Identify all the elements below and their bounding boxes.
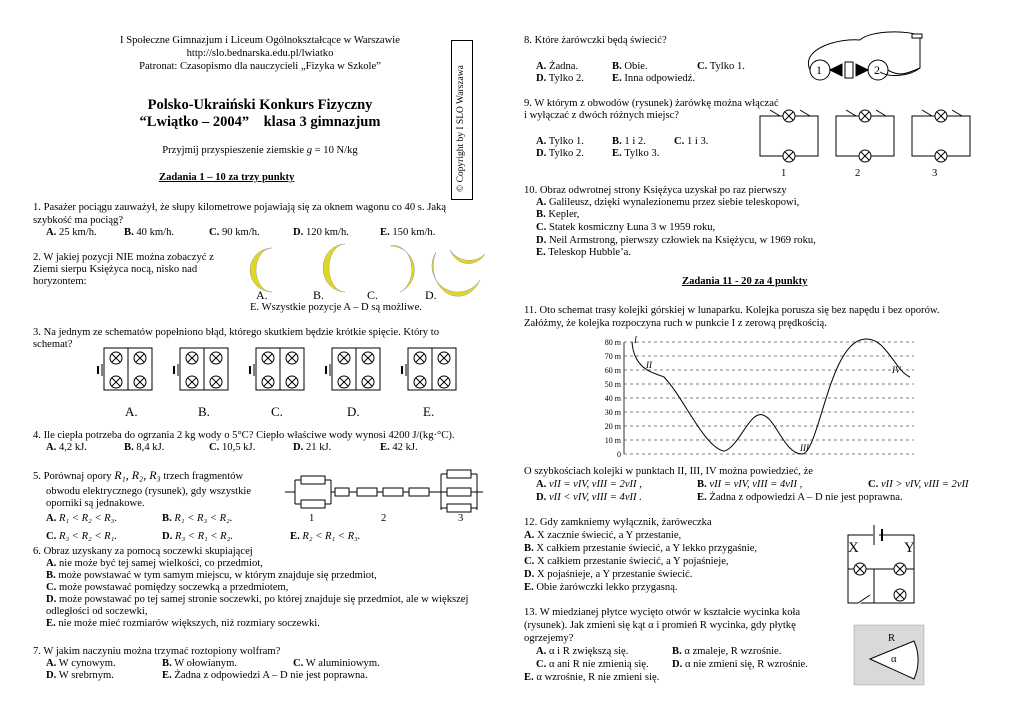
q5-d[interactable]: D. R₃ < R₁ < R₂. — [162, 531, 233, 542]
q12-c[interactable]: C. X całkiem przestanie świecić, a Y pojaśnieje, — [524, 556, 729, 567]
copyright: © Copyright by I SLO Warszawa — [456, 65, 466, 192]
q12-circuit-figure — [838, 515, 928, 610]
track-point-label: II — [646, 360, 652, 370]
q8-e[interactable]: E. Inna odpowiedź. — [612, 73, 695, 84]
crescent-a — [250, 248, 272, 292]
q9-fig-1: 1 — [781, 168, 787, 179]
q3-circuit-2 — [174, 348, 228, 390]
q12-label-y: Y — [904, 540, 915, 556]
q5-line3: oporniki są jednakowe. — [46, 498, 145, 509]
q13-e[interactable]: E. α wzrośnie, R nie zmieni się. — [524, 672, 660, 683]
header-line2: http://slo.bednarska.edu.pl/lwiatko — [186, 48, 334, 59]
q12-label-x: X — [848, 540, 859, 556]
q10-b[interactable]: B. Kepler, — [536, 209, 580, 220]
y-tick-label: 50 m — [604, 380, 621, 389]
q3-line2: schemat? — [33, 339, 73, 350]
q7-d[interactable]: D. W srebrnym. — [46, 670, 114, 681]
q2-label-d[interactable]: D. — [425, 288, 437, 302]
header-line1: I Społeczne Gimnazjum i Liceum Ogólnokształcące w Warszawie — [120, 35, 400, 46]
q3-circuits-figure — [96, 340, 476, 405]
y-tick-label: 30 m — [604, 408, 621, 417]
q9-circuit-1 — [760, 110, 818, 162]
q12-e[interactable]: E. Obie żarówczki lekko przygasną. — [524, 582, 678, 593]
q1-text: 1. Pasażer pociągu zauważył, że słupy kilometrowe pojawiają się za oknem wagonu co 40 s. Jaką szybkość ma pociąg? — [33, 202, 447, 226]
y-tick-label: 0 — [617, 450, 621, 459]
q7-e[interactable]: E. Żadna z odpowiedzi A – D nie jest poprawna. — [162, 670, 368, 681]
q6-c[interactable]: C. może powstawać pomiędzy soczewką a przedmiotem, — [46, 582, 289, 593]
q9-b[interactable]: B. 1 i 2. — [612, 136, 646, 147]
q12-a[interactable]: A. X zacznie świecić, a Y przestanie, — [524, 530, 682, 541]
q11-after: O szybkościach kolejki w punktach II, III, IV można powiedzieć, że — [524, 466, 813, 477]
q9-e[interactable]: E. Tylko 3. — [612, 148, 660, 159]
q3-label-a[interactable]: A. — [125, 404, 138, 419]
q6-d-cont: odległości od soczewki, — [46, 606, 148, 617]
q4-e[interactable]: E. 42 kJ. — [380, 442, 418, 453]
q12-d[interactable]: D. X pojaśnieje, a Y przestanie świecić. — [524, 569, 693, 580]
y-tick-label: 70 m — [604, 352, 621, 361]
q9-fig-2: 2 — [855, 168, 861, 179]
section-heading-2: Zadania 11 - 20 za 4 punkty — [682, 276, 808, 287]
q8-bulbs-figure — [800, 28, 950, 103]
q4-a[interactable]: A. 4,2 kJ. — [46, 442, 87, 453]
q6-a[interactable]: A. nie może być tej samej wielkości, co przedmiot, — [46, 558, 263, 569]
gravity-note: Przyjmij przyspieszenie ziemskie g = 10 N/kg — [162, 145, 358, 156]
q12-b[interactable]: B. X całkiem przestanie świecić, a Y lekko przygaśnie, — [524, 543, 758, 554]
q8-text: 8. Które żarówczki będą świecić? — [524, 35, 667, 46]
q8-a[interactable]: A. Żadna. — [536, 61, 579, 72]
q4-d[interactable]: D. 21 kJ. — [293, 442, 332, 453]
q13-d[interactable]: D. α nie zmieni się, R wzrośnie. — [672, 659, 808, 670]
y-tick-label: 40 m — [604, 394, 621, 403]
contest-title: Polsko-Ukraiński Konkurs Fizyczny — [147, 97, 373, 113]
q11-line2: Załóżmy, że kolejka rozpoczyna ruch w punkcie I z zerową prędkością. — [524, 318, 827, 329]
q1-c[interactable]: C. 90 km/h. — [209, 227, 260, 238]
q3-label-b[interactable]: B. — [198, 404, 210, 419]
q3-label-d[interactable]: D. — [347, 404, 360, 419]
q13-line2: (rysunek). Jak zmieni się kąt α i promień R wycinka, gdy płytkę — [524, 620, 796, 631]
q6-text: 6. Obraz uzyskany za pomocą soczewki skupiającej — [33, 546, 253, 557]
q9-fig-3: 3 — [932, 168, 938, 179]
q12-text: 12. Gdy zamkniemy wyłącznik, żaróweczka — [524, 517, 712, 528]
q13-line1: 13. W miedzianej płytce wycięto otwór w kształcie wycinka koła — [524, 607, 801, 618]
q4-c[interactable]: C. 10,5 kJ. — [209, 442, 256, 453]
q5-b[interactable]: B. R₁ < R₃ < R₂. — [162, 513, 233, 524]
q11-e[interactable]: E. Żadna z odpowiedzi A – D nie jest poprawna. — [697, 492, 903, 503]
q3-circuit-1 — [98, 348, 152, 390]
q13-line3: ogrzejemy? — [524, 633, 574, 644]
q6-e[interactable]: E. nie może mieć rozmiarów większych, niż rozmiary soczewki. — [46, 618, 320, 629]
q6-d[interactable]: D. może powstawać po tej samej stronie soczewki, po której znajduje się przedmiot, ale w większej — [46, 594, 469, 605]
contest-subtitle: “Lwiątko – 2004” klasa 3 gimnazjum — [139, 114, 381, 130]
header-line3: Patronat: Czasopismo dla nauczycieli „Fizyka w Szkole” — [139, 61, 381, 72]
q2-line1: 2. W jakiej pozycji NIE można zobaczyć z — [33, 252, 214, 263]
q1-b[interactable]: B. 40 km/h. — [124, 227, 175, 238]
q5-e[interactable]: E. R₂ < R₁ < R₃. — [290, 531, 361, 542]
q11-d[interactable]: D. vII < vIV, vIII = 4vII . — [536, 492, 642, 503]
q9-a[interactable]: A. Tylko 1. — [536, 136, 584, 147]
q9-circuits-figure — [756, 108, 976, 168]
q2-label-a[interactable]: A. — [256, 288, 268, 302]
y-tick-label: 20 m — [604, 422, 621, 431]
q5-resistor-figure — [285, 470, 485, 515]
q3-circuit-3 — [250, 348, 304, 390]
q7-text: 7. W jakim naczyniu można trzymać roztopiony wolfram? — [33, 646, 281, 657]
crescent-c — [390, 245, 414, 292]
y-tick-label: 80 m — [604, 338, 621, 347]
q10-c[interactable]: C. Statek kosmiczny Łuna 3 w 1959 roku, — [536, 222, 716, 233]
q5-line2: obwodu elektrycznego (rysunek), gdy wszystkie — [46, 486, 252, 497]
q9-c[interactable]: C. 1 i 3. — [674, 136, 709, 147]
q5-fig-1: 1 — [309, 513, 315, 524]
q1-d[interactable]: D. 120 km/h. — [293, 227, 349, 238]
q13-label-r: R — [888, 633, 896, 644]
q1-e[interactable]: E. 150 km/h. — [380, 227, 436, 238]
q5-c[interactable]: C. R₃ < R₂ < R₁. — [46, 531, 117, 542]
q5-line1: 5. Porównaj opory R₁, R₂, R₃ trzech fragmentów — [33, 468, 244, 482]
q4-text: 4. Ile ciepła potrzeba do ogrzania 2 kg wody o 5°C? Ciepło właściwe wody wynosi 4200 J/(kg·°C). — [33, 430, 455, 441]
q5-fig-3: 3 — [458, 513, 464, 524]
y-tick-label: 10 m — [604, 436, 621, 445]
q2-label-c[interactable]: C. — [367, 288, 379, 302]
q2-line2: Ziemi sierpu Księżyca nocą, nisko nad — [33, 264, 198, 275]
q2-e[interactable]: E. Wszystkie pozycje A – D są możliwe. — [250, 302, 422, 313]
q13-b[interactable]: B. α zmaleje, R wzrośnie. — [672, 646, 782, 657]
q11-a[interactable]: A. vII = vIV, vIII = 2vII , — [536, 479, 642, 490]
y-tick-label: 60 m — [604, 366, 621, 375]
q10-a[interactable]: A. Galileusz, dzięki wynalezionemu przez siebie teleskopowi, — [536, 197, 800, 208]
q7-a[interactable]: A. W cynowym. — [46, 658, 116, 669]
q7-c[interactable]: C. W aluminiowym. — [293, 658, 380, 669]
q9-d[interactable]: D. Tylko 2. — [536, 148, 584, 159]
q6-b[interactable]: B. może powstawać w tym samym miejscu, w którym znajduje się przedmiot, — [46, 570, 377, 581]
track-point-label: III — [800, 443, 809, 453]
q13-a[interactable]: A. α i R zwiększą się. — [536, 646, 629, 657]
q1-a[interactable]: A. 25 km/h. — [46, 227, 97, 238]
track-point-label: I — [634, 335, 637, 345]
q8-fig-2: 2 — [874, 63, 880, 77]
q13-c[interactable]: C. α ani R nie zmienią się. — [536, 659, 649, 670]
q13-label-alpha: α — [891, 654, 897, 665]
q11-line1: 11. Oto schemat trasy kolejki górskiej w lunaparku. Kolejka porusza się bez napędu i bez oporów. — [524, 305, 940, 316]
q11-c[interactable]: C. vII > vIV, vIII = 2vII — [868, 479, 969, 490]
q9-line2: i wyłączać z dwóch różnych miejsc? — [524, 110, 680, 121]
q4-b[interactable]: B. 8,4 kJ. — [124, 442, 165, 453]
q11-b[interactable]: B. vII = vIV, vIII = 4vII , — [697, 479, 803, 490]
q10-text: 10. Obraz odwrotnej strony Księżyca uzyskał po raz pierwszy — [524, 185, 787, 196]
q5-fig-2: 2 — [381, 513, 387, 524]
q3-label-c[interactable]: C. — [271, 404, 283, 419]
q8-fig-1: 1 — [816, 63, 822, 77]
q8-c[interactable]: C. Tylko 1. — [697, 61, 745, 72]
q2-label-b[interactable]: B. — [313, 288, 325, 302]
q3-circuit-4 — [326, 348, 380, 390]
q10-e[interactable]: E. Teleskop Hubble’a. — [536, 247, 631, 258]
roller-coaster-chart — [596, 334, 916, 464]
q7-b[interactable]: B. W ołowianym. — [162, 658, 237, 669]
q8-d[interactable]: D. Tylko 2. — [536, 73, 584, 84]
q3-line1: 3. Na jednym ze schematów popełniono błąd, którego skutkiem będzie krótkie spięcie. Który to — [33, 327, 439, 338]
q2-line3: horyzontem: — [33, 276, 87, 287]
q8-b[interactable]: B. Obie. — [612, 61, 648, 72]
crescent-b — [323, 244, 345, 292]
q9-circuit-2 — [836, 110, 894, 162]
crescent-d — [450, 250, 485, 264]
q3-circuit-5 — [402, 348, 456, 390]
q9-line1: 9. W którym z obwodów (rysunek) żarówkę można włączać — [524, 98, 779, 109]
q9-circuit-3 — [912, 110, 970, 162]
track-point-label: IV — [892, 364, 901, 375]
q3-label-e[interactable]: E. — [423, 404, 435, 419]
q10-d[interactable]: D. Neil Armstrong, pierwszy człowiek na Księżycu, w 1969 roku, — [536, 235, 816, 246]
q5-a[interactable]: A. R₁ < R₂ < R₃. — [46, 513, 117, 524]
section-heading-1: Zadania 1 – 10 za trzy punkty — [159, 172, 295, 183]
